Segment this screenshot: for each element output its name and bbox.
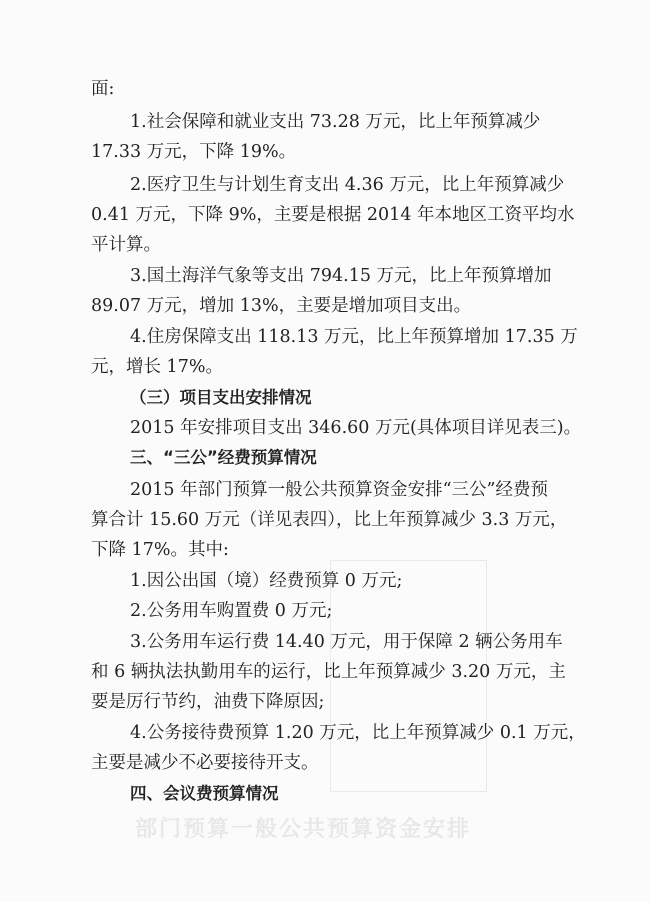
text-line-15: 算合计 15.60 万元（详见表四），比上年预算减少 3.3 万元， bbox=[91, 510, 568, 530]
section-heading-project-expenses: （三）项目支出安排情况 bbox=[130, 388, 312, 407]
text-line-4: 2.医疗卫生与计划生育支出 4.36 万元，比上年预算减少 bbox=[130, 175, 565, 195]
text-line-12: 2015 年安排项目支出 346.60 万元(具体项目详见表三)。 bbox=[130, 418, 582, 438]
text-line-18: 2.公务用车购置费 0 万元; bbox=[130, 601, 333, 621]
text-line-8: 89.07 万元，增加 13%，主要是增加项目支出。 bbox=[91, 296, 472, 316]
text-line-19: 3.公务用车运行费 14.40 万元，用于保障 2 辆公务用车 bbox=[130, 632, 563, 652]
section-heading-three-public: 三、“三公”经费预算情况 bbox=[130, 448, 317, 467]
section-heading-meeting-expenses: 四、会议费预算情况 bbox=[130, 784, 279, 803]
text-line-16: 下降 17%。其中: bbox=[91, 540, 229, 560]
text-line-9: 4.住房保障支出 118.13 万元，比上年预算增加 17.35 万 bbox=[130, 327, 578, 347]
text-line-5: 0.41 万元，下降 9%，主要是根据 2014 年本地区工资平均水 bbox=[91, 205, 575, 225]
text-line-1: 面: bbox=[91, 79, 115, 99]
bleed-through-text: 部门预算一般公共预算资金安排 bbox=[135, 817, 472, 842]
text-line-2: 1.社会保障和就业支出 73.28 万元，比上年预算减少 bbox=[130, 112, 541, 132]
text-line-3: 17.33 万元，下降 19%。 bbox=[91, 142, 297, 162]
text-line-10: 元，增长 17%。 bbox=[91, 357, 223, 377]
text-line-7: 3.国土海洋气象等支出 794.15 万元，比上年预算增加 bbox=[130, 266, 552, 286]
text-line-22: 4.公务接待费预算 1.20 万元，比上年预算减少 0.1 万元， bbox=[130, 723, 586, 743]
text-line-6: 平计算。 bbox=[91, 235, 161, 255]
text-line-14: 2015 年部门预算一般公共预算资金安排“三公”经费预 bbox=[130, 480, 548, 500]
text-line-20: 和 6 辆执法执勤用车的运行，比上年预算减少 3.20 万元，主 bbox=[91, 662, 566, 682]
text-line-17: 1.因公出国（境）经费预算 0 万元; bbox=[130, 571, 403, 591]
text-line-21: 要是厉行节约，油费下降原因; bbox=[91, 692, 325, 712]
text-line-23: 主要是减少不必要接待开支。 bbox=[91, 753, 319, 773]
